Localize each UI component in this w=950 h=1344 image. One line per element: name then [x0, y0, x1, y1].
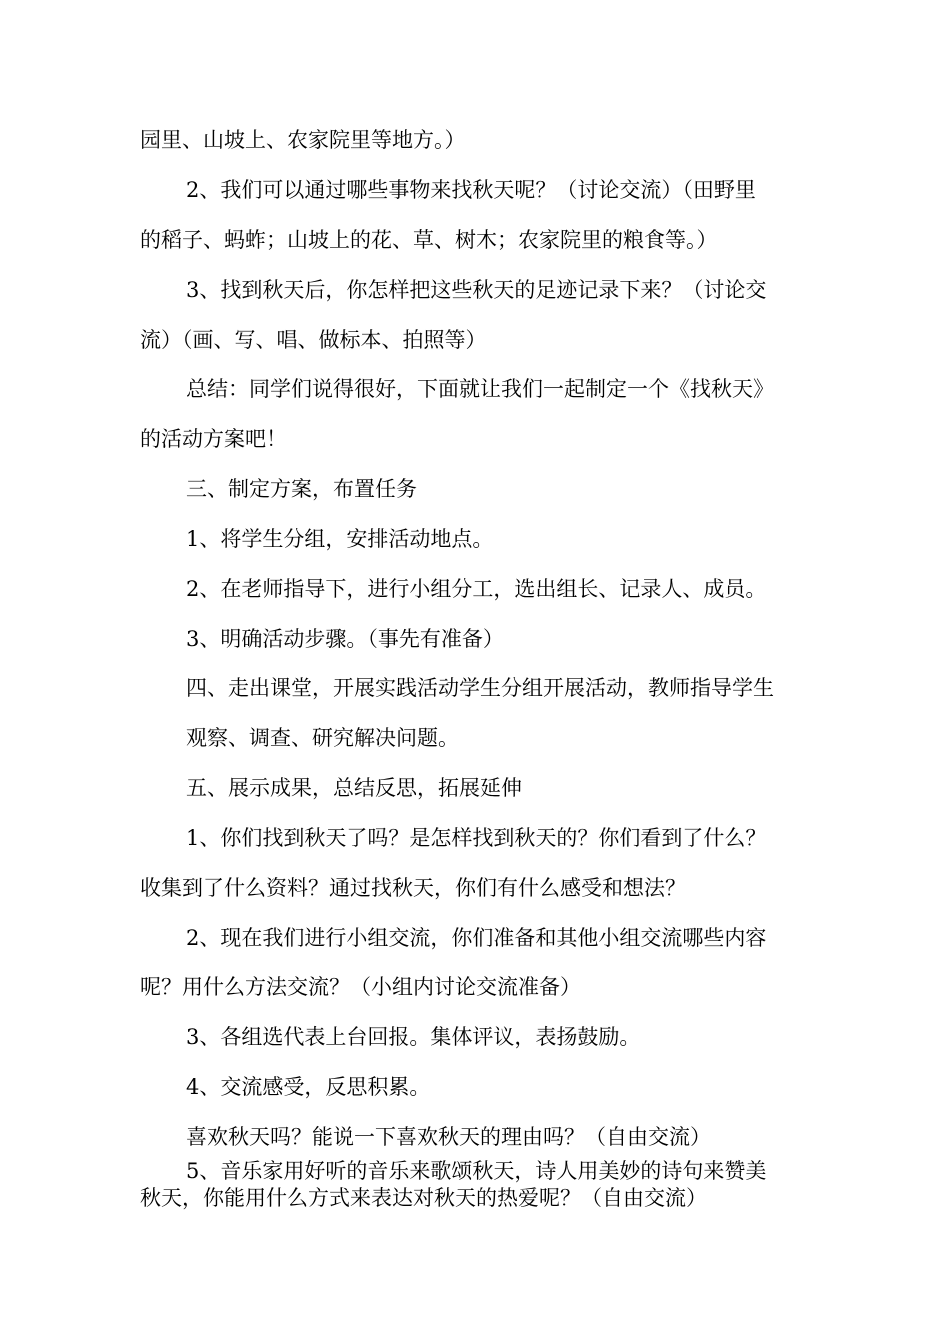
text-line: 秋天，你能用什么方式来表达对秋天的热爱呢？（自由交流） — [140, 1186, 707, 1210]
text-line: 的稻子、蚂蚱；山坡上的花、草、树木；农家院里的粮食等。） — [140, 228, 718, 252]
text-line: 4、交流感受，反思积累。 — [186, 1075, 431, 1099]
section-heading: 三、制定方案，布置任务 — [186, 477, 417, 501]
text-line: 园里、山坡上、农家院里等地方。） — [140, 128, 466, 152]
text-line: 观察、调查、研究解决问题。 — [186, 726, 459, 750]
text-line: 喜欢秋天吗？能说一下喜欢秋天的理由吗？（自由交流） — [186, 1125, 711, 1149]
text-line: 2、我们可以通过哪些事物来找秋天呢？（讨论交流）（田野里 — [186, 178, 756, 202]
text-line: 3、找到秋天后，你怎样把这些秋天的足迹记录下来？（讨论交 — [186, 278, 767, 302]
text-line: 3、明确活动步骤。（事先有准备） — [186, 627, 504, 651]
text-line: 呢？用什么方法交流？（小组内讨论交流准备） — [140, 975, 581, 999]
text-line: 流）（画、写、唱、做标本、拍照等） — [140, 328, 487, 352]
text-line: 1、你们找到秋天了吗？是怎样找到秋天的？你们看到了什么？ — [186, 826, 767, 850]
text-line: 收集到了什么资料？通过找秋天，你们有什么感受和想法？ — [140, 876, 686, 900]
text-line: 5、音乐家用好听的音乐来歌颂秋天，诗人用美妙的诗句来赞美 — [186, 1159, 767, 1183]
text-line: 的活动方案吧！ — [140, 427, 287, 451]
text-line: 1、将学生分组，安排活动地点。 — [186, 527, 494, 551]
text-line: 总结：同学们说得很好，下面就让我们一起制定一个《找秋天》 — [186, 377, 774, 401]
text-line: 2、现在我们进行小组交流，你们准备和其他小组交流哪些内容 — [186, 926, 767, 950]
text-line: 2、在老师指导下，进行小组分工，选出组长、记录人、成员。 — [186, 577, 767, 601]
text-line: 3、各组选代表上台回报。集体评议，表扬鼓励。 — [186, 1025, 641, 1049]
section-heading: 四、走出课堂，开展实践活动学生分组开展活动，教师指导学生 — [186, 676, 774, 700]
section-heading: 五、展示成果，总结反思，拓展延伸 — [186, 776, 522, 800]
